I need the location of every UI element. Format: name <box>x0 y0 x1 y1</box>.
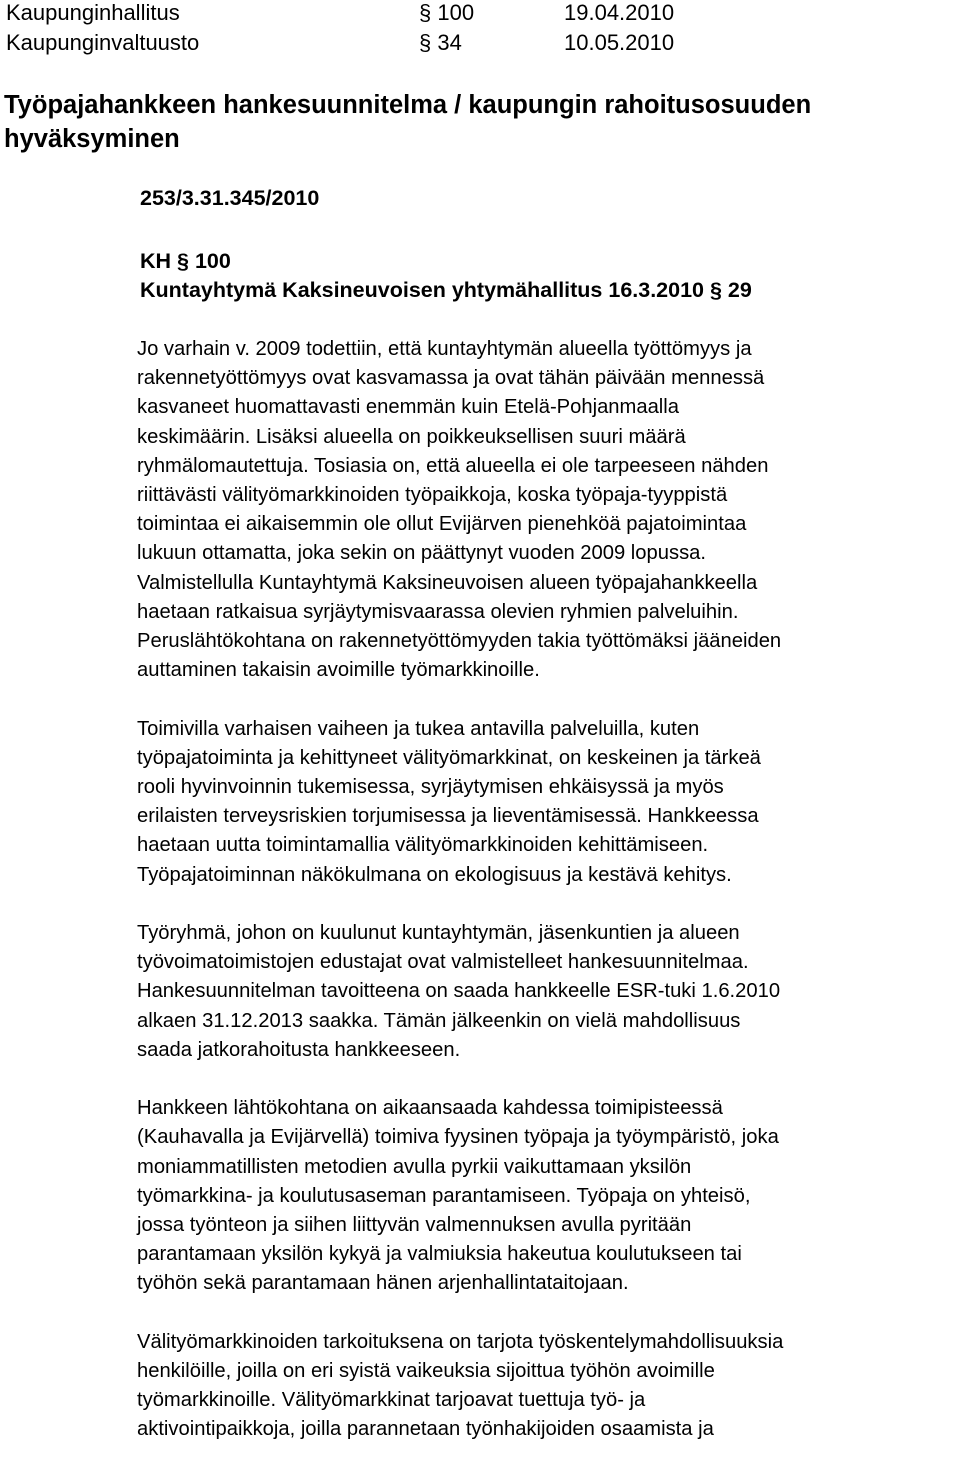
text-line: kasvaneet huomattavasti enemmän kuin Etelä-Pohjanmaalla <box>137 396 680 419</box>
title-line: hyväksyminen <box>4 125 180 153</box>
text-line: haetaan ratkaisua syrjäytymisvaarassa olevien ryhmien palveluihin. <box>137 600 739 623</box>
text-line: Toimivilla varhaisen vaiheen ja tukea antavilla palveluilla, kuten <box>137 717 700 740</box>
text-line: Peruslähtökohtana on rakennetyöttömyyden takia työttömäksi jääneiden <box>137 630 782 653</box>
diary-number: 253/3.31.345/2010 <box>140 186 320 210</box>
text-line: lukuun ottamatta, joka sekin on päättynyt vuoden 2009 lopussa. <box>137 542 706 565</box>
text-line: rooli hyvinvoinnin tukemisessa, syrjäytymisen ehkäisyssä ja myös <box>137 776 724 799</box>
meeting-section-number: § 100 <box>419 0 475 25</box>
text-line: erilaisten terveysriskien torjumisessa ja lieventämisessä. Hankkeessa <box>137 805 759 828</box>
kh-reference: KH § 100 <box>140 249 231 273</box>
paragraph-working-group <box>137 919 959 1065</box>
text-line: Työryhmä, johon on kuulunut kuntayhtymän, jäsenkuntien ja alueen <box>137 922 740 945</box>
text-line: Valmistellulla Kuntayhtymä Kaksineuvoisen alueen työpajahankkeella <box>137 571 758 594</box>
text-line: Jo varhain v. 2009 todettiin, että kuntayhtymän alueella työttömyys ja <box>137 338 752 360</box>
text-line: saada jatkorahoitusta hankkeeseen. <box>137 1038 461 1061</box>
meeting-body-name: Kaupunginvaltuusto <box>6 30 200 55</box>
text-line: työhön sekä parantamaan hänen arjenhallintataitojaan. <box>137 1272 629 1295</box>
document-title <box>4 88 954 156</box>
title-line: Työpajahankkeen hankesuunnitelma / kaupungin rahoitusosuuden <box>4 91 812 119</box>
body-text <box>137 335 959 1474</box>
text-line: keskimäärin. Lisäksi alueella on poikkeuksellisen suuri määrä <box>137 425 686 448</box>
paragraph-starting-point <box>137 1094 959 1298</box>
text-line: toimintaa ei aikaisemmin ole ollut Evijärven pienehköä pajatoimintaa <box>137 513 747 536</box>
text-line: aktivointipaikkoja, joilla parannetaan työnhakijoiden osaamista ja <box>137 1418 714 1441</box>
text-line: Hankkeen lähtökohtana on aikaansaada kahdessa toimipisteessä <box>137 1097 723 1120</box>
text-line: riittävästi välityömarkkinoiden työpaikkoja, koska työpaja-tyyppistä <box>137 484 728 507</box>
text-line: jossa työnteon ja siihen liittyvän valmennuksen avulla pyritään <box>137 1214 692 1237</box>
paragraph-background <box>137 335 959 685</box>
paragraph-services <box>137 715 959 890</box>
text-line: Hankesuunnitelman tavoitteena on saada hankkeelle ESR-tuki 1.6.2010 <box>137 980 781 1003</box>
text-line: työpajatoiminta ja kehittyneet välityömarkkinat, on keskeinen ja tärkeä <box>137 746 761 769</box>
text-line: (Kauhavalla ja Evijärvellä) toimiva fyysinen työpaja ja työympäristö, joka <box>137 1126 779 1149</box>
text-line: henkilöille, joilla on eri syistä vaikeuksia sijoittua työhön avoimille <box>137 1360 715 1383</box>
text-line: parantamaan yksilön kykyä ja valmiuksia hakeutua koulutukseen tai <box>137 1243 742 1266</box>
text-line: rakennetyöttömyys ovat kasvamassa ja ovat tähän päivään mennessä <box>137 367 765 390</box>
text-line: auttaminen takaisin avoimille työmarkkinoille. <box>137 659 540 682</box>
text-line: työmarkkina- ja koulutusaseman parantamiseen. Työpaja on yhteisö, <box>137 1184 751 1207</box>
text-line: Välityömarkkinoiden tarkoituksena on tarjota työskentelymahdollisuuksia <box>137 1330 784 1353</box>
text-line: alkaen 31.12.2013 saakka. Tämän jälkeenkin on vielä mahdollisuus <box>137 1009 741 1032</box>
meeting-body-name: Kaupunginhallitus <box>6 0 180 25</box>
text-line: haetaan uutta toimintamallia välityömarkkinoiden kehittämiseen. <box>137 834 709 857</box>
meeting-section-number: § 34 <box>419 30 462 55</box>
text-line: moniammatillisten metodien avulla pyrkii vaikuttamaan yksilön <box>137 1155 692 1178</box>
meeting-date: 19.04.2010 <box>564 0 675 25</box>
text-line: työmarkkinoille. Välityömarkkinat tarjoavat tuettuja työ- ja <box>137 1389 646 1412</box>
meeting-date: 10.05.2010 <box>564 30 675 55</box>
text-line: Työpajatoiminnan näkökulmana on ekologisuus ja kestävä kehitys. <box>137 863 732 886</box>
text-line: ryhmälomautettuja. Tosiasia on, että alueella ei ole tarpeeseen nähden <box>137 454 769 477</box>
paragraph-intermediate-labour-market <box>137 1328 959 1445</box>
previous-decision-reference: Kuntayhtymä Kaksineuvoisen yhtymähallitus 16.3.2010 § 29 <box>140 278 752 302</box>
text-line: työvoimatoimistojen edustajat ovat valmistelleet hankesuunnitelmaa. <box>137 951 749 974</box>
